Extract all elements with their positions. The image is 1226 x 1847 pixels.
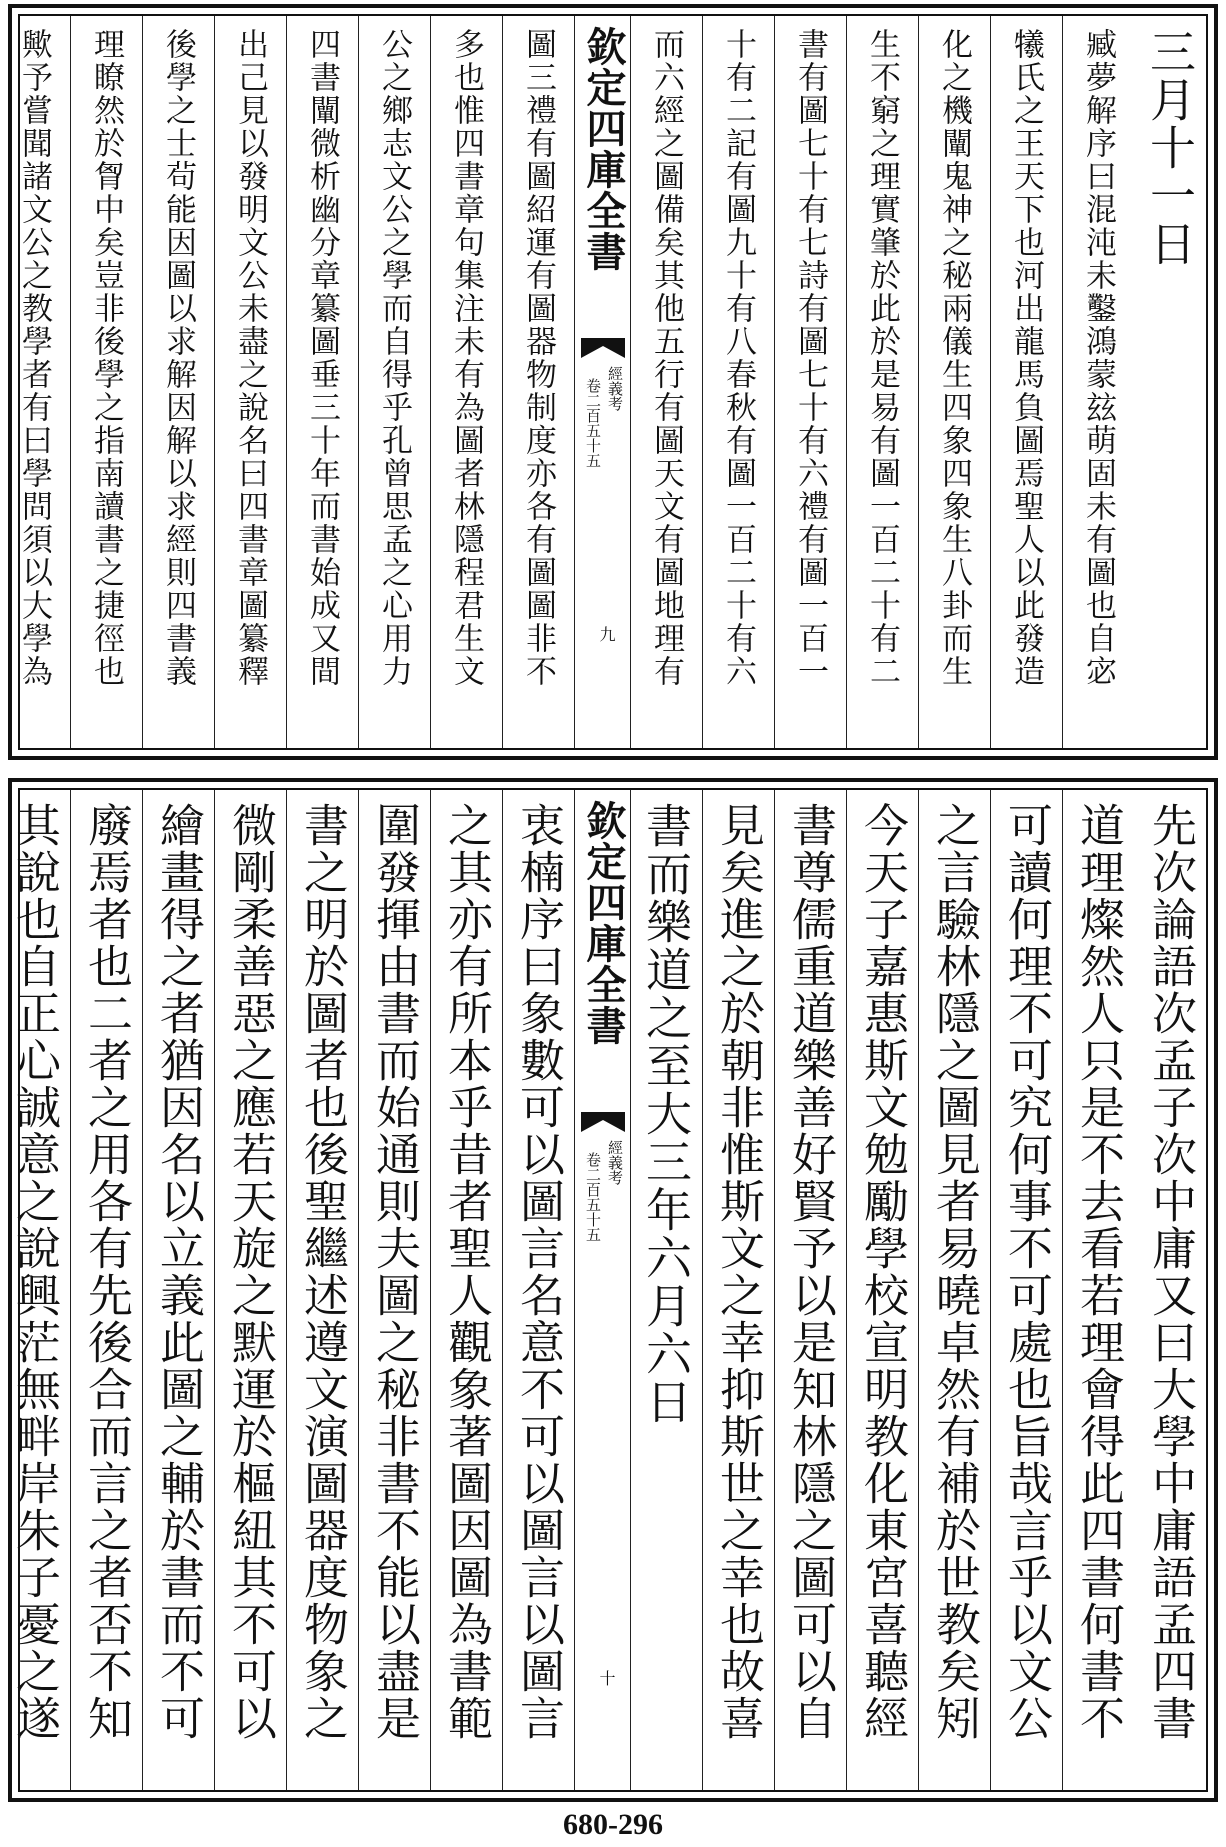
column-text: 之言驗林隱之圖見者易曉卓然有補於世教矣矧 [928, 802, 981, 1742]
text-column [502, 790, 574, 1790]
column-text: 之其亦有所本乎昔者聖人觀象著圖因圖為書範 [440, 802, 493, 1742]
text-column [990, 790, 1062, 1790]
column-text: 可讀何理不可究何事不可處也旨哉言乎以文公 [1000, 802, 1053, 1742]
column-text: 生不窮之理實肇於此於是易有圖一百二十有二 [864, 28, 900, 688]
text-column [358, 16, 430, 748]
column-text: 繪畫得之者猶因名以立義此圖之輔於書而不可 [152, 802, 205, 1742]
column-text: 今天子嘉惠斯文勉勵學校宣明教化東宮喜聽經 [856, 802, 909, 1742]
column-text: 四書闡微析幽分章纂圖垂三十年而書始成又間 [304, 28, 340, 688]
spine-title: 欽定四庫全書 [580, 800, 627, 1046]
column-text: 廢焉者也二者之用各有先後合而言之者否不知 [80, 802, 133, 1742]
fishtail-mark-icon [581, 338, 625, 360]
text-column [430, 16, 502, 748]
column-text: 出己見以發明文公未盡之說名曰四書章圖纂釋 [232, 28, 268, 688]
column-text: 而六經之圖備矣其他五行有圖天文有圖地理有 [648, 28, 684, 688]
column-text: 書有圖七十有七詩有圖七十有六禮有圖一百一 [792, 28, 828, 688]
text-column [286, 790, 358, 1790]
page-spine [574, 16, 630, 748]
column-text: 化之機闡鬼神之秘兩儀生四象四象生八卦而生 [936, 28, 972, 688]
bottom-page-text-frame [8, 788, 1208, 1792]
spine-volume: 卷二百五十五 [584, 1152, 602, 1242]
text-column [630, 790, 702, 1790]
column-text: 歟予嘗聞諸文公之教學者有曰學問須以大學為 [16, 28, 52, 688]
text-column [1134, 16, 1206, 748]
column-text: 衷楠序曰象數可以圖言名意不可以圖言以圖言 [512, 802, 565, 1742]
text-column [8, 790, 70, 1790]
text-column [286, 16, 358, 748]
text-column [502, 16, 574, 748]
text-column [70, 16, 142, 748]
text-column [214, 16, 286, 748]
text-column [702, 16, 774, 748]
spine-title: 欽定四庫全書 [580, 26, 627, 272]
text-column [1062, 16, 1134, 748]
text-column [990, 16, 1062, 748]
column-text: 三月十一日 [1143, 28, 1197, 268]
page-spine [574, 790, 630, 1790]
text-column [918, 16, 990, 748]
bottom-page [8, 778, 1218, 1802]
column-text: 圖三禮有圖紹運有圖器物制度亦各有圖圖非不 [520, 28, 556, 688]
text-column [1134, 790, 1206, 1790]
column-text: 道理燦然人只是不去看若理會得此四書何書不 [1072, 802, 1125, 1742]
text-column [918, 790, 990, 1790]
top-page-text-frame [18, 14, 1208, 750]
column-text: 後學之士茍能因圖以求解因解以求經則四書義 [160, 28, 196, 688]
text-column [846, 790, 918, 1790]
text-column [774, 16, 846, 748]
text-column [142, 16, 214, 748]
column-text: 見矣進之於朝非惟斯文之幸抑斯世之幸也故喜 [712, 802, 765, 1742]
text-column [1062, 790, 1134, 1790]
top-page [8, 4, 1218, 760]
text-column [358, 790, 430, 1790]
text-column [142, 790, 214, 1790]
spine-category: 經義考 [606, 366, 624, 411]
text-column [630, 16, 702, 748]
column-text: 書之明於圖者也後聖繼述遵文演圖器度物象之 [296, 802, 349, 1742]
column-text: 先次論語次孟子次中庸又曰大學中庸語孟四書 [1144, 802, 1197, 1742]
column-text: 多也惟四書章句集注未有為圖者林隱程君生文 [448, 28, 484, 688]
text-column [70, 790, 142, 1790]
column-text: 圍發揮由書而始通則夫圖之秘非書不能以盡是 [368, 802, 421, 1742]
column-text: 公之鄉志文公之學而自得乎孔曾思孟之心用力 [376, 28, 412, 688]
column-text: 書而樂道之至大三年六月六日 [639, 802, 693, 1426]
text-column [846, 16, 918, 748]
fishtail-mark-icon [581, 1112, 625, 1134]
spine-volume: 卷二百五十五 [584, 378, 602, 468]
column-text: 其說也自正心誠意之說興茫無畔岸朱子憂之遂 [8, 802, 61, 1742]
text-column [16, 16, 70, 748]
text-column [214, 790, 286, 1790]
spine-page-number: 十 [597, 1670, 616, 1686]
spine-category: 經義考 [606, 1140, 624, 1185]
text-column [430, 790, 502, 1790]
column-text: 犧氏之王天下也河出龍馬負圖焉聖人以此發造 [1008, 28, 1044, 688]
column-text: 書尊儒重道樂善好賢予以是知林隱之圖可以自 [784, 802, 837, 1742]
column-text: 臧夢解序曰混沌未鑿鴻蒙玆萌固未有圖也自宓 [1080, 28, 1116, 688]
spine-page-number: 九 [597, 626, 616, 642]
text-column [774, 790, 846, 1790]
page-number: 680-296 [563, 1808, 663, 1841]
column-text: 微剛柔善惡之應若天旋之默運於樞紐其不可以 [224, 802, 277, 1742]
text-column [702, 790, 774, 1790]
column-text: 十有二記有圖九十有八春秋有圖一百二十有六 [720, 28, 756, 688]
column-text: 理瞭然於胷中矣豈非後學之指南讀書之捷徑也 [88, 28, 124, 688]
